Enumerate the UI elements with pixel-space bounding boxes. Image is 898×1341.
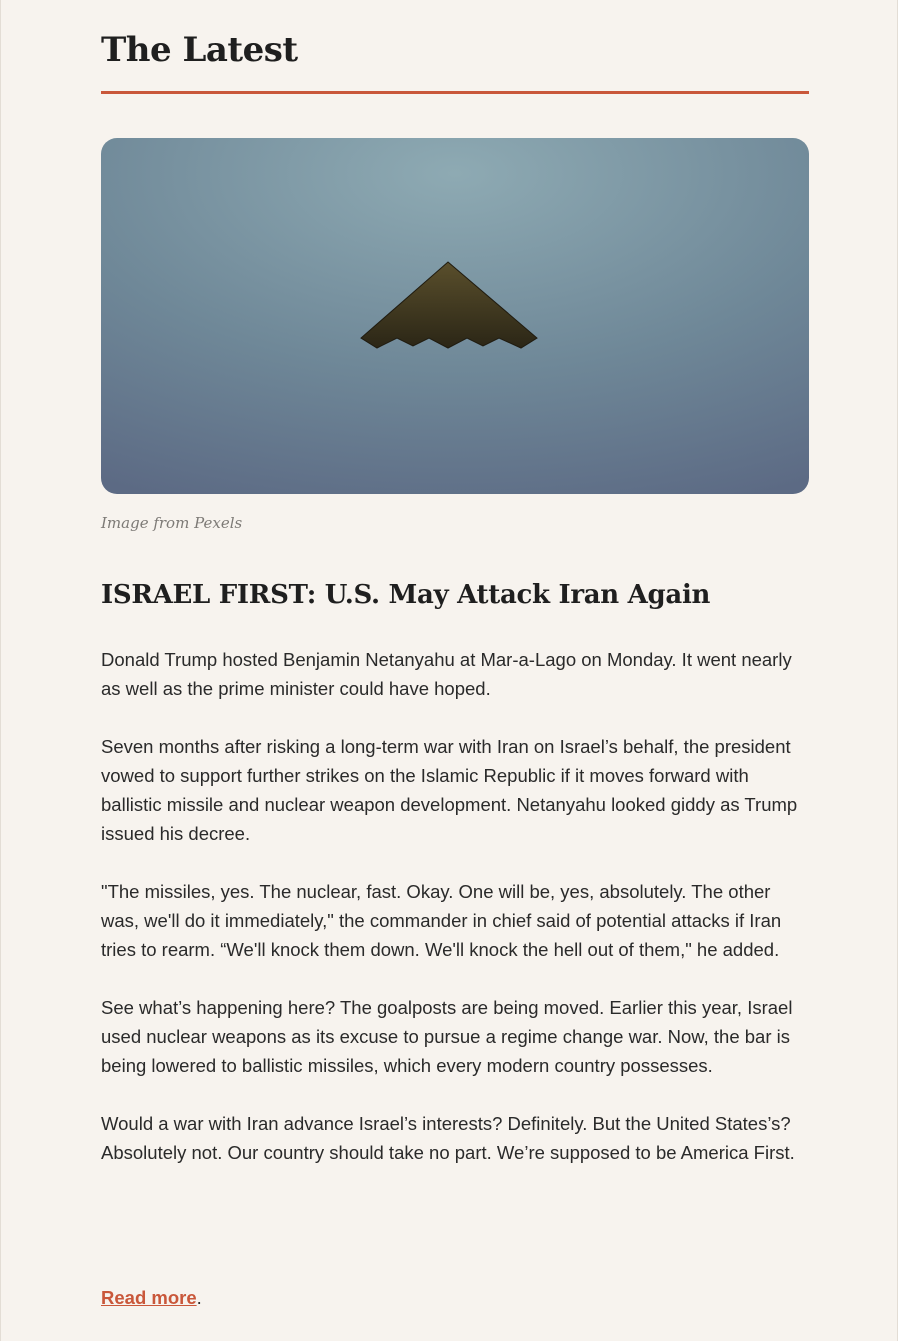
image-caption: Image from Pexels bbox=[101, 514, 243, 532]
hero-image bbox=[101, 138, 809, 494]
article-paragraph: "The missiles, yes. The nuclear, fast. Okay. One will be, yes, absolutely. The other was, we'll do it immediately," the commander in chief said of potential attacks if Iran tries to rearm. “We'll knock them down. We'll knock the hell out of them," he added. bbox=[101, 881, 782, 960]
article-paragraph: Would a war with Iran advance Israel’s interests? Definitely. But the United States’s? Absolutely not. Our country should take no part. We’re supposed to be America First. bbox=[101, 1113, 795, 1163]
section-title: The Latest bbox=[101, 30, 298, 70]
stealth-bomber-image bbox=[101, 138, 809, 494]
article-headline: ISRAEL FIRST: U.S. May Attack Iran Again bbox=[101, 580, 711, 610]
article-paragraph: Donald Trump hosted Benjamin Netanyahu at Mar-a-Lago on Monday. It went nearly as well as the prime minister could have hoped. bbox=[101, 649, 792, 699]
article-paragraph: Seven months after risking a long-term war with Iran on Israel’s behalf, the president vowed to support further strikes on the Islamic Republic if it moves forward with ballistic missile and nuclear weapon development. Netanyahu looked giddy as Trump issued his decree. bbox=[101, 736, 798, 844]
read-more-line bbox=[101, 1283, 202, 1312]
section-divider bbox=[101, 91, 809, 94]
read-more-suffix: . bbox=[196, 1287, 202, 1308]
read-more-link[interactable]: Read more bbox=[101, 1287, 197, 1308]
article-paragraph: See what’s happening here? The goalposts are being moved. Earlier this year, Israel used nuclear weapons as its excuse to pursue a regime change war. Now, the bar is being lowered to ballistic missiles, which every modern country possesses. bbox=[101, 997, 793, 1076]
article-body bbox=[101, 645, 809, 1196]
